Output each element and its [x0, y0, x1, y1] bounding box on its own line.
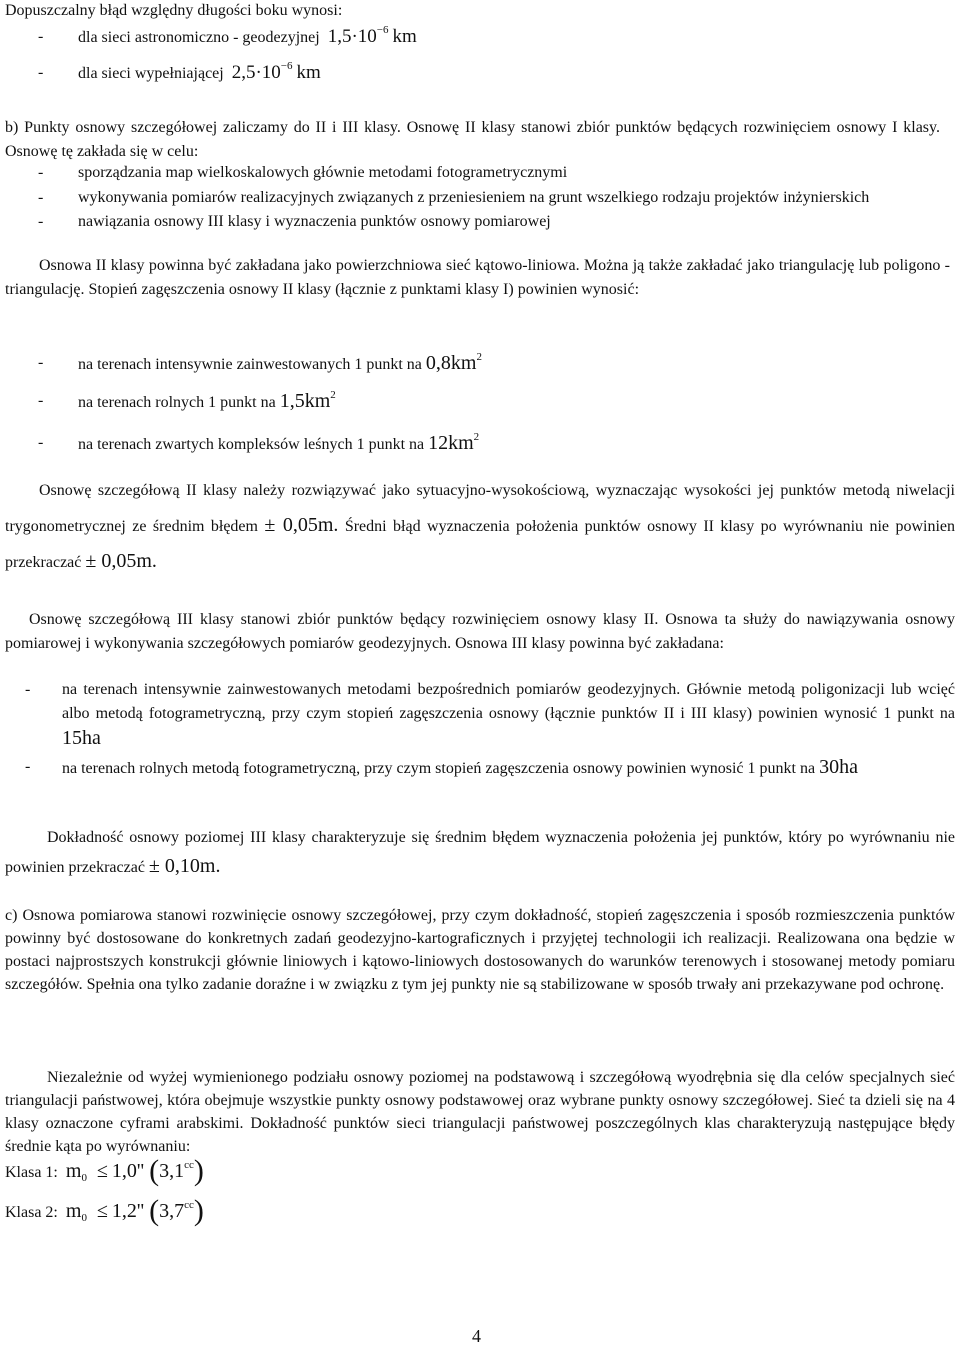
section-b-para2: Osnowa II klasy powinna być zakładana jako powierzchniowa sieć kątowo-liniowa. Można ją także zakładać jako triangulację lub poligono -triangulację. Stopień zagęszczenia osnowy II klasy (łącznie z punktami klasy I) powinien wynosić:: [5, 257, 950, 298]
section-c-para1: c) Osnowa pomiarowa stanowi rozwinięcie osnowy szczegółowej, przy czym dokładność, stopień zagęszczenia i sposób rozmieszczenia punktów powinny być dostosowane do konkretnych zadań geodezyjno-kartograficznych i przyjętej technologii ich realizacji. Realizowana ona będzie w postaci najprostszych konstrukcji głównie liniowych i kątowo-liniowych dostosowanych do warunków terenowych i stosowanej metody pomiaru szczegółów. Spełnia ona tylko zadanie doraźne i w związku z tym jej punkty nie są stabilizowane w sposób trwały ani przekazywane pod ochronę.: [5, 907, 955, 993]
list-item: - na terenach intensywnie zainwestowanych 1 punkt na $0,8km^2$: [38, 351, 482, 374]
list-item: - na terenach zwartych kompleksów leśnych 1 punkt na $12km^2$: [38, 431, 480, 454]
list-item: - na terenach rolnych metodą fotogrametryczną, przy czym stopień zagęszczenia osnowy powinien wynosić 1 punkt na 30ha: [25, 756, 858, 778]
list-item: - sporządzania map wielkoskalowych głównie metodami fotogrametrycznymi: [38, 164, 568, 181]
list-item: - na terenach intensywnie zainwestowanych metodami bezpośrednich pomiarów geodezyjnych. Głównie metodą poligonizacji lub wcięć albo metodą fotogrametryczną, przy czym stopień zagęszczenia osnowy (łącznie punktów II i III klasy) powinien wynosić 1 punkt na 15ha: [25, 681, 955, 749]
list-item: - na terenach rolnych 1 punkt na $1,5km^2$: [38, 389, 336, 412]
purpose-list: [5, 162, 955, 234]
section-iii-para1: Osnowę szczegółową III klasy stanowi zbiór punktów będący rozwinięciem osnowy klasy II. Osnowa ta służy do nawiązywania osnowy pomiarowej i wykonywania szczegółowych pomiarów geodezyjnych. Osnowa III klasy powinna być zakładana:: [5, 611, 955, 652]
section-c-para2: Niezależnie od wyżej wymienionego podziału osnowy poziomej na podstawową i szczegółową wyodrębnia się dla celów specjalnych sieć triangulacji państwowej, która obejmuje wszystkie punkty osnowy podstawowej oraz wybrane punkty osnowy szczegółowej. Sieć ta dzieli się na 4 klasy oznaczone cyframi arabskimi. Dokładność punktów sieci triangulacji państwowej poszczególnych klas charakteryzują następujące błędy średnie kąta po wyrównaniu:: [5, 1069, 955, 1155]
section-b-para1: b) Punkty osnowy szczegółowej zaliczamy do II i III klasy. Osnowę II klasy stanowi zbiór punktów będących rozwinięciem osnowy I klasy. Osnowę tę zakłada się w celu:: [5, 119, 940, 160]
section-iii-para2: Dokładność osnowy poziomej III klasy charakteryzuje się średnim błędem wyznaczenia położenia jej punktów, który po wyrównaniu nie powinien przekraczać ± 0,10m.: [5, 829, 955, 877]
intro-item-2: - dla sieci wypełniającej $2,5\cdot 10^{-6}$ km: [38, 60, 321, 83]
class-formulas: [5, 1154, 204, 1238]
intro-heading: Dopuszczalny błąd względny długości boku wynosi:: [5, 2, 343, 19]
page-number: 4: [472, 1326, 481, 1346]
list-item: - wykonywania pomiarów realizacyjnych związanych z przeniesieniem na grunt wszelkiego rodzaju projektów inżynierskich: [38, 188, 870, 206]
list-item: - nawiązania osnowy III klasy i wyznaczenia punktów osnowy pomiarowej: [38, 213, 551, 230]
formula-value: 2,5·10: [231, 62, 281, 83]
formula-value: 1,5·10: [327, 26, 377, 47]
section-b-para3: Osnowę szczegółową II klasy należy rozwiązywać jako sytuacyjno-wysokościową, wyznaczając wysokości jej punktów metodą niwelacji trygonometrycznej ze średnim błędem ± 0,05m. Średni błąd wyznaczenia położenia punktów osnowy II klasy po wyrównaniu nie powinien przekraczać ± 0,05m.: [5, 482, 955, 572]
density-list: [5, 352, 955, 466]
formula-class-2: Klasa 2: $m_0 \le 1,2''$ (3,7$^{cc}$): [5, 1194, 204, 1227]
formula-class-1: Klasa 1: $m_0 \le 1,0''$ (3,1$^{cc}$): [5, 1154, 204, 1187]
class-iii-list: [5, 678, 955, 784]
intro-item-1: - dla sieci astronomiczno - geodezyjnej $1,5\cdot 10^{-6}$ km: [38, 24, 417, 47]
